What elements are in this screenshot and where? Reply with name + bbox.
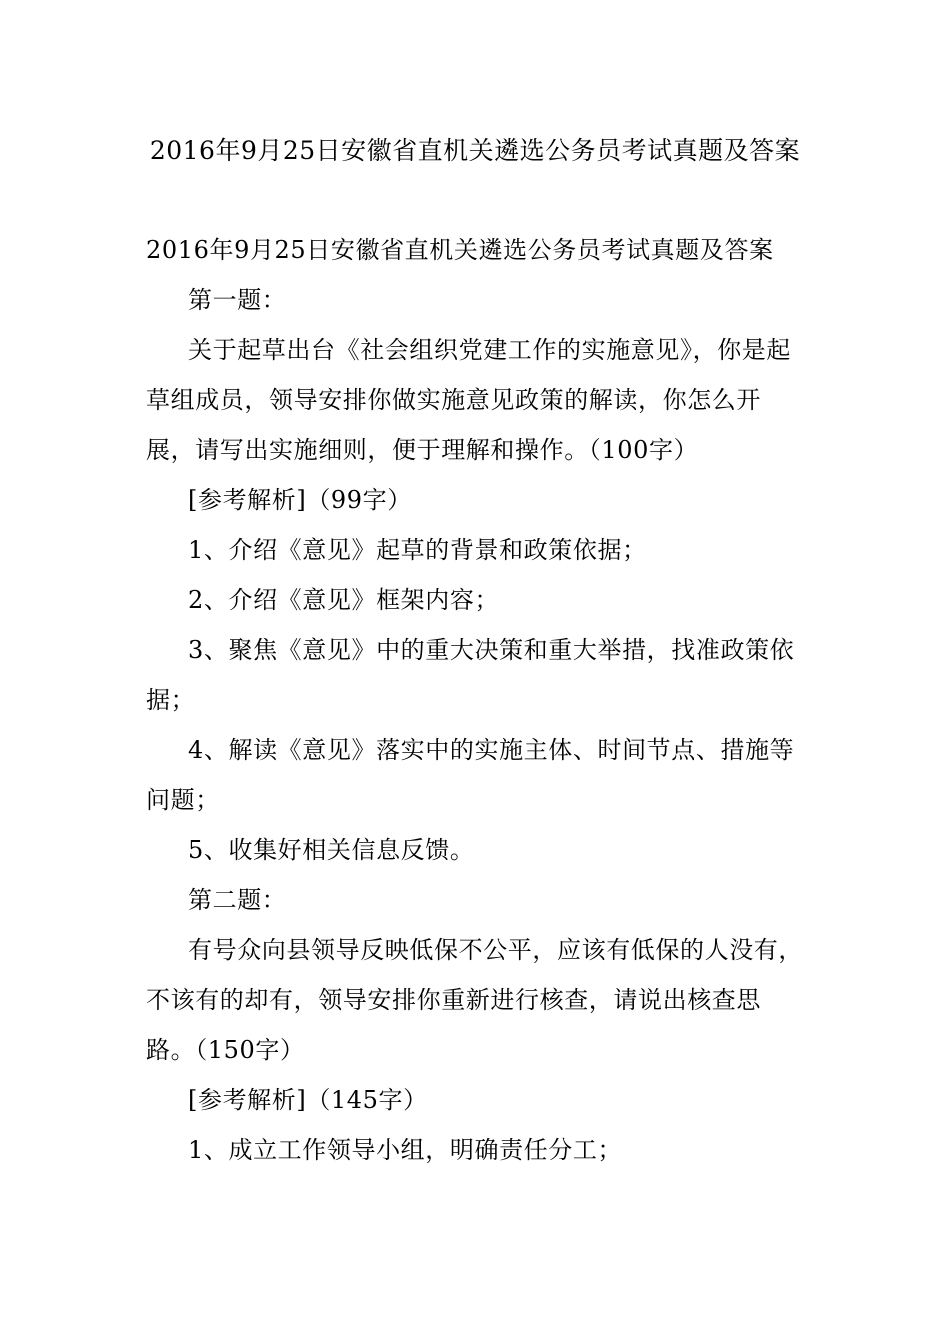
paragraph: 第一题： xyxy=(188,286,287,314)
paragraph: 4、解读《意见》落实中的实施主体、时间节点、措施等问题； xyxy=(146,736,795,814)
paragraph: 2、介绍《意见》框架内容； xyxy=(188,586,500,614)
paragraph: 1、介绍《意见》起草的背景和政策依据； xyxy=(188,536,647,564)
paragraph: 5、收集好相关信息反馈。 xyxy=(188,836,475,864)
document-title: 2016年9月25日安徽省直机关遴选公务员考试真题及答案 xyxy=(149,136,801,165)
paragraph: 2016年9月25日安徽省直机关遴选公务员考试真题及答案 xyxy=(146,236,774,264)
paragraph: [参考解析]（99字） xyxy=(188,486,412,514)
paragraph: 第二题： xyxy=(188,886,287,914)
paragraph: 有号众向县领导反映低保不公平，应该有低保的人没有，不该有的却有，领导安排你重新进行核查，请说出核查思路。（150字） xyxy=(146,936,803,1064)
paragraph: 关于起草出台《社会组织党建工作的实施意见》，你是起草组成员，领导安排你做实施意见政策的解读，你怎么开展，请写出实施细则，便于理解和操作。（100字） xyxy=(146,336,791,464)
paragraph: [参考解析]（145字） xyxy=(188,1086,428,1114)
document-body xyxy=(146,225,810,1175)
paragraph: 3、聚焦《意见》中的重大决策和重大举措，找准政策依据； xyxy=(146,636,795,714)
paragraph: 1、成立工作领导小组，明确责任分工； xyxy=(188,1136,623,1164)
